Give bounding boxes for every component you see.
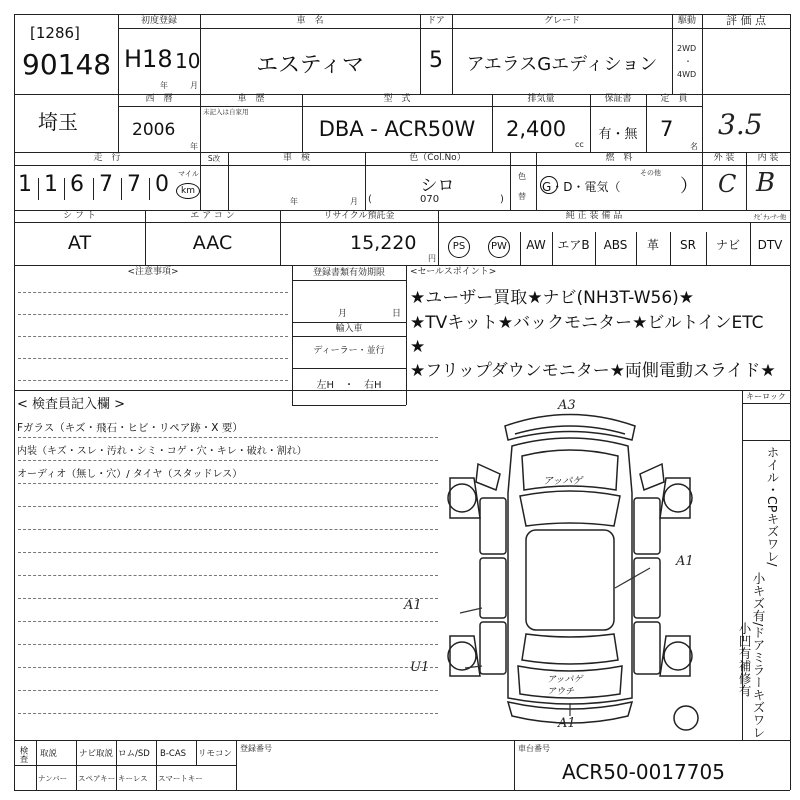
check-label: 検査 bbox=[18, 746, 28, 763]
mark-left-side: A1 bbox=[404, 598, 422, 613]
mileage-digit: 0 bbox=[155, 172, 169, 197]
era-year: H18 bbox=[124, 45, 173, 73]
score-value: 3.5 bbox=[718, 108, 763, 141]
sales-point: ★TVキット★バックモニター★ビルトインETC bbox=[410, 313, 764, 333]
side-note-mirror: 小キズ有/ドアミラーキズワレ bbox=[751, 572, 766, 739]
warranty-label: 保証書 bbox=[604, 94, 632, 104]
reg-number-label: 登録番号 bbox=[240, 744, 272, 753]
color-label: 色（Col.No） bbox=[409, 153, 466, 163]
grade: アエラスGエディション bbox=[466, 54, 658, 75]
steering: 左H ・ 右H bbox=[316, 380, 382, 391]
equip-label: 純 正 装 備 品 bbox=[565, 211, 623, 221]
mileage-unit-top: マイル bbox=[178, 170, 199, 178]
footer-item: 取説 bbox=[40, 749, 58, 759]
color-name: シロ bbox=[420, 176, 455, 196]
score-label: 評 価 点 bbox=[726, 14, 766, 27]
grade-label: グレード bbox=[543, 16, 580, 26]
ac: AAC bbox=[192, 232, 233, 254]
sales-point: ★ユーザー買取★ナビ(NH3T-W56)★ bbox=[410, 288, 695, 308]
recycle-fee: 15,220 bbox=[350, 232, 417, 254]
top-code: [1286] bbox=[30, 24, 80, 42]
chassis-label: 車台番号 bbox=[518, 744, 550, 753]
equipment-abs: ABS bbox=[603, 238, 628, 252]
interior-label: 内 装 bbox=[757, 153, 779, 163]
yen-unit: 円 bbox=[428, 254, 436, 263]
drive-2wd: 2WD bbox=[677, 44, 697, 53]
inspection-title: < 検査員記入欄 > bbox=[17, 397, 126, 412]
exterior-grade: C bbox=[718, 170, 737, 198]
history-label: 車 歴 bbox=[237, 94, 265, 104]
chassis-number: ACR50-0017705 bbox=[562, 760, 725, 784]
interior-grade: B bbox=[756, 168, 776, 198]
model-year: 2006 bbox=[132, 120, 176, 140]
model-year-unit: 年 bbox=[190, 142, 198, 151]
mileage-label: 走 行 bbox=[93, 153, 121, 163]
footer-item: ナンバー bbox=[38, 774, 68, 783]
year-unit: 年 bbox=[160, 81, 168, 90]
inspection-line-interior: 内装（キズ・スレ・汚れ・シミ・コゲ・穴・キレ・破れ・割れ） bbox=[17, 446, 307, 457]
equipment-navi: ナビ bbox=[715, 238, 740, 252]
mark-rear-upper: アッパゲ bbox=[547, 675, 583, 685]
mileage-unit: km bbox=[176, 183, 200, 199]
region: 埼玉 bbox=[38, 110, 78, 134]
reg-month: 10 bbox=[175, 49, 201, 73]
mileage-digit: 7 bbox=[99, 172, 113, 197]
warranty: 有・無 bbox=[598, 127, 638, 142]
doc-day: 日 bbox=[392, 309, 402, 319]
ac-label: エ ア コ ン bbox=[190, 211, 235, 221]
inspection-year-unit: 年 bbox=[290, 197, 298, 206]
mileage-digit: 7 bbox=[127, 172, 141, 197]
inspection-month-unit: 月 bbox=[350, 197, 358, 206]
displacement-label: 排気量 bbox=[527, 94, 555, 104]
name-label: 車 名 bbox=[296, 16, 324, 26]
footer-item: B-CAS bbox=[160, 749, 187, 759]
fuel-other: その他 bbox=[640, 169, 661, 177]
equipment-sr: SR bbox=[680, 238, 696, 252]
shift: AT bbox=[67, 232, 92, 254]
sales-point: ★ bbox=[410, 337, 426, 357]
car-name: エスティマ bbox=[256, 53, 364, 78]
fuel-close: ） bbox=[680, 176, 698, 197]
dealer-parallel: ディーラー・並行 bbox=[313, 346, 385, 356]
color-code: 070 bbox=[420, 194, 440, 205]
sales-label: <セールスポイント> bbox=[410, 267, 497, 277]
caution-label: <注意事項> bbox=[127, 267, 179, 277]
door-label: ドア bbox=[427, 16, 445, 26]
equipment-dtv: DTV bbox=[757, 238, 783, 252]
side-note-repair: 小凹有補修有 bbox=[737, 622, 752, 697]
footer-item: スマートキー bbox=[158, 774, 203, 783]
mileage-digit: 6 bbox=[70, 172, 84, 197]
fuel-label: 燃 料 bbox=[605, 153, 633, 163]
mileage-digit: 1 bbox=[18, 172, 32, 197]
sales-point: ★フリップダウンモニター★両側電動スライド★ bbox=[410, 361, 776, 381]
equipment-aw: AW bbox=[526, 238, 546, 252]
doc-month: 月 bbox=[338, 309, 348, 319]
lot-number: 90148 bbox=[22, 48, 112, 81]
equipment-leather: 革 bbox=[646, 238, 659, 252]
mark-front: A3 bbox=[558, 398, 576, 413]
mileage-digit: 1 bbox=[44, 172, 58, 197]
color-swap-top: 色 bbox=[518, 172, 526, 181]
fuel-selected-circle bbox=[540, 176, 558, 194]
month-unit: 月 bbox=[190, 81, 198, 90]
recycle-label: リサイクル預託金 bbox=[323, 211, 395, 221]
footer-item: キーレス bbox=[118, 774, 148, 783]
footer-item: スペアキー bbox=[78, 774, 116, 783]
capacity-label: 定 員 bbox=[660, 94, 688, 104]
mark-hood: アッパゲ bbox=[543, 476, 583, 487]
nav-label: ﾅﾋﾞﾁｭｰﾅｰ他 bbox=[753, 213, 787, 221]
mark-left-rear: U1 bbox=[410, 660, 430, 675]
mark-right-side: A1 bbox=[676, 554, 694, 569]
first-reg-label: 初度登録 bbox=[140, 16, 177, 26]
footer-item: ナビ取説 bbox=[79, 749, 114, 759]
capacity: 7 bbox=[660, 117, 674, 141]
doc-expiry-label: 登録書類有効期限 bbox=[312, 268, 385, 278]
import-label: 輸入車 bbox=[335, 324, 363, 334]
footer-item: リモコン bbox=[198, 749, 233, 759]
side-note-wheel: ホイル・CPキズワレ/ bbox=[765, 446, 780, 567]
drive-4wd: 4WD bbox=[677, 70, 697, 79]
drive-label: 駆動 bbox=[677, 16, 696, 26]
inspection-label: 車 検 bbox=[282, 153, 310, 163]
inspection-line-audio: オーディオ（無し・穴）/ タイヤ（スタッドレス） bbox=[17, 469, 243, 480]
equipment-pw: PW bbox=[480, 232, 518, 258]
fuel-types: G・D・電気（ bbox=[542, 180, 621, 194]
correction-label: S改 bbox=[207, 154, 221, 163]
type-label: 型 式 bbox=[383, 94, 411, 104]
color-swap-bottom: 替 bbox=[518, 192, 526, 201]
drive-dot: ・ bbox=[684, 57, 692, 66]
exterior-label: 外 装 bbox=[713, 153, 735, 163]
cc-unit: cc bbox=[575, 140, 584, 149]
equipment-airbag: エアB bbox=[557, 238, 590, 252]
history-note: 未記入は自家用 bbox=[203, 108, 249, 116]
mark-rear: A1 bbox=[558, 716, 576, 731]
keyless-label: キーロック bbox=[746, 392, 786, 401]
shift-label: シ フ ト bbox=[63, 211, 96, 221]
model-year-label: 西 暦 bbox=[145, 94, 173, 104]
mark-rear-lower: アウチ bbox=[547, 687, 575, 697]
model-type: DBA - ACR50W bbox=[318, 117, 476, 141]
footer-item: ロム/SD bbox=[118, 749, 150, 759]
equipment-ps: PS bbox=[440, 232, 478, 258]
displacement: 2,400 bbox=[506, 117, 567, 141]
capacity-unit: 名 bbox=[690, 142, 698, 151]
inspection-line-glass: Fガラス（キズ・飛石・ヒビ・リペア跡・X 要） bbox=[17, 422, 243, 434]
door-count: 5 bbox=[429, 48, 443, 73]
